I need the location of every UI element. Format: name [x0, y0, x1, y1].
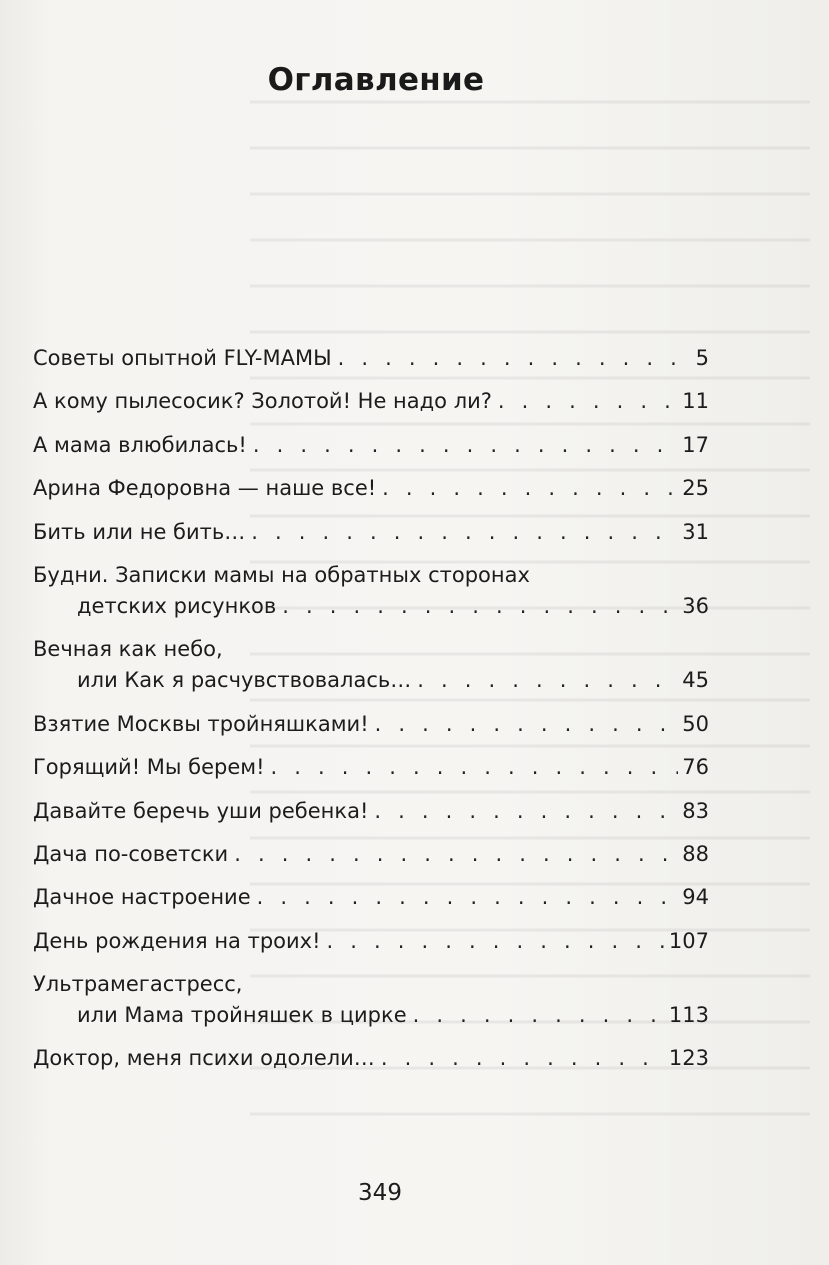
toc-entry-title: А кому пылесосик? Золотой! Не надо ли?: [33, 389, 492, 414]
toc-entry: [33, 882, 709, 913]
toc-entry: [33, 430, 709, 461]
toc-entry-title: Советы опытной FLY-МАМЫ: [33, 346, 332, 370]
toc-entry-line: [33, 473, 709, 504]
toc-entry: [33, 752, 709, 783]
toc-entry-page: 25: [682, 476, 709, 501]
toc-entry: [33, 634, 709, 696]
dot-leader: [228, 839, 678, 870]
dot-leader: [411, 665, 678, 696]
toc-entry-title: Будни. Записки мамы на обратных сторонах: [33, 562, 530, 587]
dot-leader: [321, 926, 665, 957]
page-title: Оглавление: [267, 62, 485, 98]
toc-entry-page: 107: [668, 928, 709, 953]
toc-entry-title: детских рисунков: [77, 593, 277, 618]
toc-entry-title: Арина Федоровна — наше все!: [33, 476, 377, 501]
dot-leader: [251, 882, 679, 913]
toc-entry-line: [33, 839, 709, 870]
toc-entry-line: [33, 591, 709, 622]
toc-entry-line: [33, 1043, 709, 1074]
dot-leader: [376, 473, 678, 504]
toc-entry-line: [33, 926, 709, 957]
dot-leader: [247, 430, 678, 461]
toc-entry-line: [33, 752, 709, 783]
dot-leader: [375, 1043, 665, 1074]
toc-entry: [33, 343, 709, 374]
toc-entry: [33, 969, 709, 1031]
toc-entry: [33, 517, 709, 548]
toc-entry-line: [33, 665, 709, 696]
page-number: 349: [358, 1180, 402, 1206]
dot-leader: [407, 1000, 665, 1031]
table-of-contents: [33, 343, 709, 1087]
toc-entry-line: [33, 969, 709, 1000]
toc-entry-page: 123: [668, 1046, 709, 1071]
toc-entry: [33, 386, 709, 417]
toc-entry-page: 31: [682, 519, 709, 544]
toc-entry-title: Дачное настроение: [33, 885, 251, 910]
toc-entry-title: Дача по-советски: [33, 841, 229, 866]
toc-entry-page: 50: [682, 711, 709, 736]
toc-entry-line: [33, 882, 709, 913]
toc-entry-page: 88: [682, 841, 709, 866]
toc-entry-line: [33, 430, 709, 461]
toc-entry-title: Ультрамегастресс,: [33, 972, 243, 997]
toc-entry: [33, 709, 709, 740]
toc-entry-line: [33, 634, 709, 665]
toc-entry-title: Горящий! Мы берем!: [33, 755, 265, 780]
toc-entry-title: Взятие Москвы тройняшками!: [33, 711, 369, 736]
toc-entry-title: или Мама тройняшек в цирке: [77, 1003, 407, 1028]
toc-entry-page: 36: [682, 593, 709, 618]
toc-entry-title: День рождения на троих!: [33, 928, 321, 953]
toc-entry-page: 5: [695, 346, 709, 370]
dot-leader: [368, 796, 678, 827]
toc-entry-line: [33, 1000, 709, 1031]
toc-entry-page: 11: [682, 389, 709, 414]
toc-entry: [33, 926, 709, 957]
toc-entry-title: Бить или не бить…: [33, 519, 246, 544]
dot-leader: [245, 517, 678, 548]
dot-leader: [492, 386, 678, 417]
dot-leader: [276, 591, 678, 622]
toc-entry-line: [33, 517, 709, 548]
toc-entry-line: [33, 709, 709, 740]
toc-entry-page: 45: [682, 668, 709, 693]
toc-entry: [33, 1043, 709, 1074]
toc-entry-title: А мама влюбилась!: [33, 432, 247, 457]
toc-entry-line: [33, 343, 709, 374]
toc-entry-page: 17: [682, 432, 709, 457]
toc-entry-page: 83: [682, 798, 709, 823]
toc-entry-title: Доктор, меня психи одолели…: [33, 1046, 375, 1071]
toc-entry: [33, 796, 709, 827]
dot-leader: [265, 752, 679, 783]
toc-entry: [33, 473, 709, 504]
toc-entry-title: Давайте беречь уши ребенка!: [33, 798, 369, 823]
toc-entry-title: или Как я расчувствовалась…: [77, 668, 412, 693]
toc-entry-line: [33, 560, 709, 591]
toc-entry-line: [33, 386, 709, 417]
toc-entry-line: [33, 796, 709, 827]
toc-entry: [33, 839, 709, 870]
dot-leader: [332, 343, 692, 374]
toc-entry-page: 113: [668, 1003, 709, 1028]
toc-entry: [33, 560, 709, 622]
dot-leader: [369, 709, 679, 740]
toc-entry-page: 94: [682, 885, 709, 910]
toc-entry-page: 76: [682, 755, 709, 780]
toc-entry-title: Вечная как небо,: [33, 637, 223, 662]
